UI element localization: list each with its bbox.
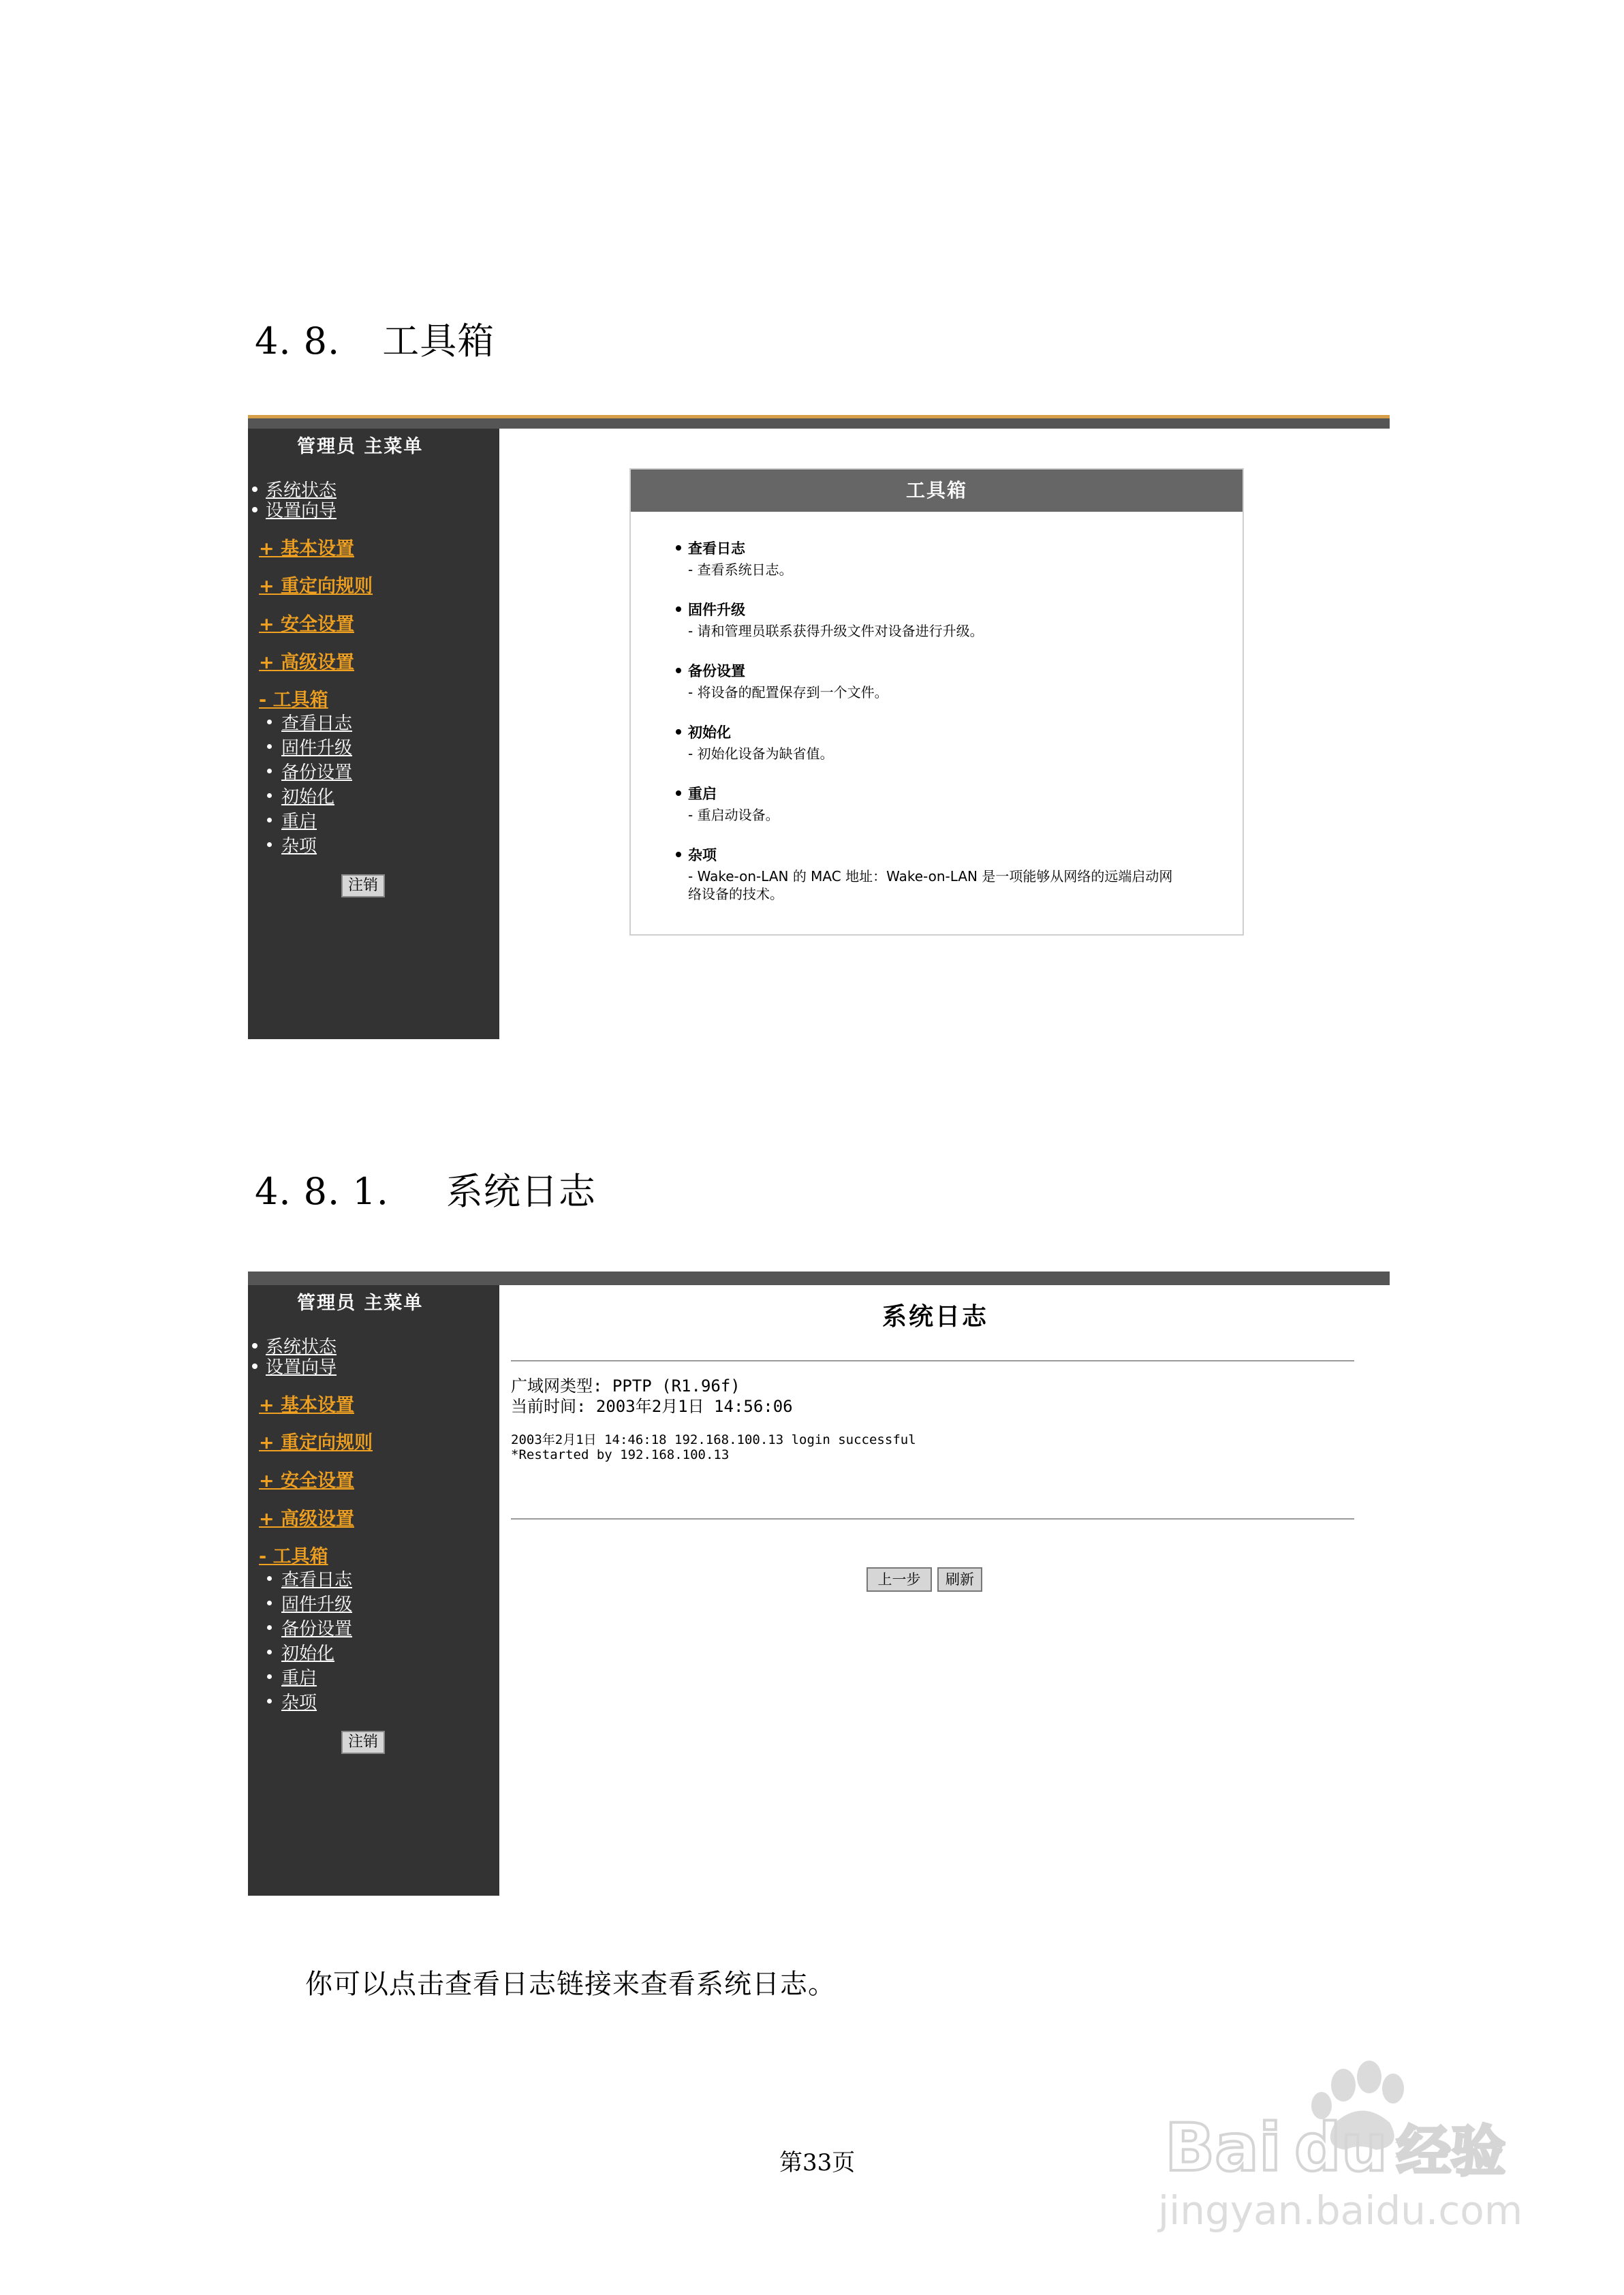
item-desc: - Wake-on-LAN 的 MAC 地址：Wake-on-LAN 是一项能够从网络的远端启动网络设备的技术。 [688,868,1173,902]
sidebar-item-firmware[interactable]: 固件升级 [262,734,352,759]
divider [511,1518,1354,1520]
wan-type-text: 广域网类型: PPTP (R1.96f) [511,1376,740,1396]
bullet-icon [676,606,681,612]
item-desc: - 重启动设备。 [688,807,779,823]
toolbox-item-backup [676,660,1178,701]
sidebar-title: 管理员 主菜单 [297,436,424,457]
sidebar-section-toolbox[interactable]: - 工具箱 [259,690,328,711]
sidebar-item-misc[interactable]: 杂项 [262,1689,317,1714]
sidebar-section-security[interactable]: + 安全设置 [259,1470,355,1492]
item-title[interactable]: 备份设置 [688,663,745,679]
sidebar-section-security[interactable]: + 安全设置 [259,614,355,635]
bullet-icon [676,790,681,796]
toolbox-item-reset [676,722,1178,763]
bullet-icon [267,842,272,847]
svg-text:经验: 经验 [1396,2120,1505,2183]
bullet-icon [252,507,257,512]
section-heading-syslog [255,1162,596,1215]
logout-button[interactable]: 注销 [341,874,385,897]
current-time-text: 当前时间: 2003年2月1日 14:56:06 [511,1397,793,1416]
toolbox-item-misc [676,844,1178,903]
page-title: 系统日志 [881,1303,988,1331]
sidebar-item-backup[interactable]: 备份设置 [262,1615,352,1640]
bullet-icon [267,1674,272,1679]
sidebar [248,1285,499,1896]
toolbox-item-firmware [676,599,1178,640]
sidebar-item-reset[interactable]: 初始化 [262,1639,334,1665]
item-desc: - 请和管理员联系获得升级文件对设备进行升级。 [688,623,984,639]
page-number: 第33页 [779,2149,856,2176]
log-line: 2003年2月1日 14:46:18 192.168.100.13 login successful [511,1432,916,1447]
log-line: *Restarted by 192.168.100.13 [511,1447,730,1462]
bullet-icon [676,729,681,735]
bullet-icon [267,793,272,798]
section-title: 系统日志 [446,1170,596,1213]
panel-header: 工具箱 [631,469,1243,512]
bullet-icon [676,852,681,857]
watermark-url: jingyan.baidu.com [1158,2187,1523,2234]
item-title[interactable]: 固件升级 [688,602,745,618]
logout-button[interactable]: 注销 [341,1731,385,1754]
sidebar [248,429,499,1039]
sidebar-link-setup-wizard[interactable]: 设置向导 [248,1353,337,1378]
top-bar [248,415,1390,429]
bullet-icon [267,720,272,724]
body-paragraph: 你可以点击查看日志链接来查看系统日志。 [305,1969,836,2000]
sidebar-item-reboot[interactable]: 重启 [262,807,317,833]
toolbox-panel [629,468,1244,936]
sidebar-item-misc[interactable]: 杂项 [262,832,317,857]
sidebar-item-reset[interactable]: 初始化 [262,783,334,808]
divider [511,1360,1354,1361]
sidebar-item-firmware[interactable]: 固件升级 [262,1590,352,1616]
bullet-icon [267,769,272,773]
item-desc: - 查看系统日志。 [688,561,793,578]
bullet-icon [252,1343,257,1349]
item-title[interactable]: 查看日志 [688,540,745,557]
bullet-icon [267,1601,272,1605]
sidebar-link-system-status[interactable]: 系统状态 [248,1333,337,1358]
svg-text:du: du [1294,2110,1388,2186]
svg-text:Bai: Bai [1165,2110,1281,2186]
sidebar-section-redirect[interactable]: + 重定向规则 [259,1432,373,1453]
bullet-icon [676,668,681,673]
sidebar-section-redirect[interactable]: + 重定向规则 [259,576,373,597]
bullet-icon [267,1699,272,1704]
sidebar-item-view-log[interactable]: 查看日志 [262,709,352,735]
sidebar-link-setup-wizard[interactable]: 设置向导 [248,497,337,522]
refresh-button[interactable]: 刷新 [937,1567,982,1592]
sidebar-item-reboot[interactable]: 重启 [262,1664,317,1689]
section-number: 4. 8. [255,320,341,363]
bullet-icon [676,545,681,551]
bullet-icon [267,818,272,822]
item-desc: - 将设备的配置保存到一个文件。 [688,684,888,700]
sidebar-item-backup[interactable]: 备份设置 [262,758,352,784]
bullet-icon [267,1650,272,1654]
section-heading-toolbox [255,312,495,365]
sidebar-section-advanced[interactable]: + 高级设置 [259,1509,355,1530]
sidebar-item-view-log[interactable]: 查看日志 [262,1566,352,1591]
syslog-screenshot [248,1272,1390,1896]
sidebar-section-basic[interactable]: + 基本设置 [259,1395,355,1416]
baidu-jingyan-watermark [1151,2058,1560,2242]
bullet-icon [267,744,272,749]
bullet-icon [267,1625,272,1630]
item-desc: - 初始化设备为缺省值。 [688,745,834,762]
bullet-icon [267,1576,272,1581]
section-number: 4. 8. 1. [255,1170,389,1213]
toolbox-item-view-log [676,538,1178,579]
toolbox-screenshot [248,415,1390,1039]
top-bar [248,1272,1390,1285]
item-title[interactable]: 重启 [688,786,717,802]
bullet-icon [252,487,257,492]
toolbox-item-reboot [676,783,1178,824]
back-button[interactable]: 上一步 [866,1567,932,1592]
item-title[interactable]: 杂项 [688,847,717,863]
sidebar-section-basic[interactable]: + 基本设置 [259,538,355,559]
sidebar-link-system-status[interactable]: 系统状态 [248,476,337,502]
section-title: 工具箱 [382,320,495,363]
sidebar-section-advanced[interactable]: + 高级设置 [259,652,355,673]
item-title[interactable]: 初始化 [688,724,731,741]
bullet-icon [252,1364,257,1369]
sidebar-section-toolbox[interactable]: - 工具箱 [259,1546,328,1567]
sidebar-title: 管理员 主菜单 [297,1293,424,1314]
